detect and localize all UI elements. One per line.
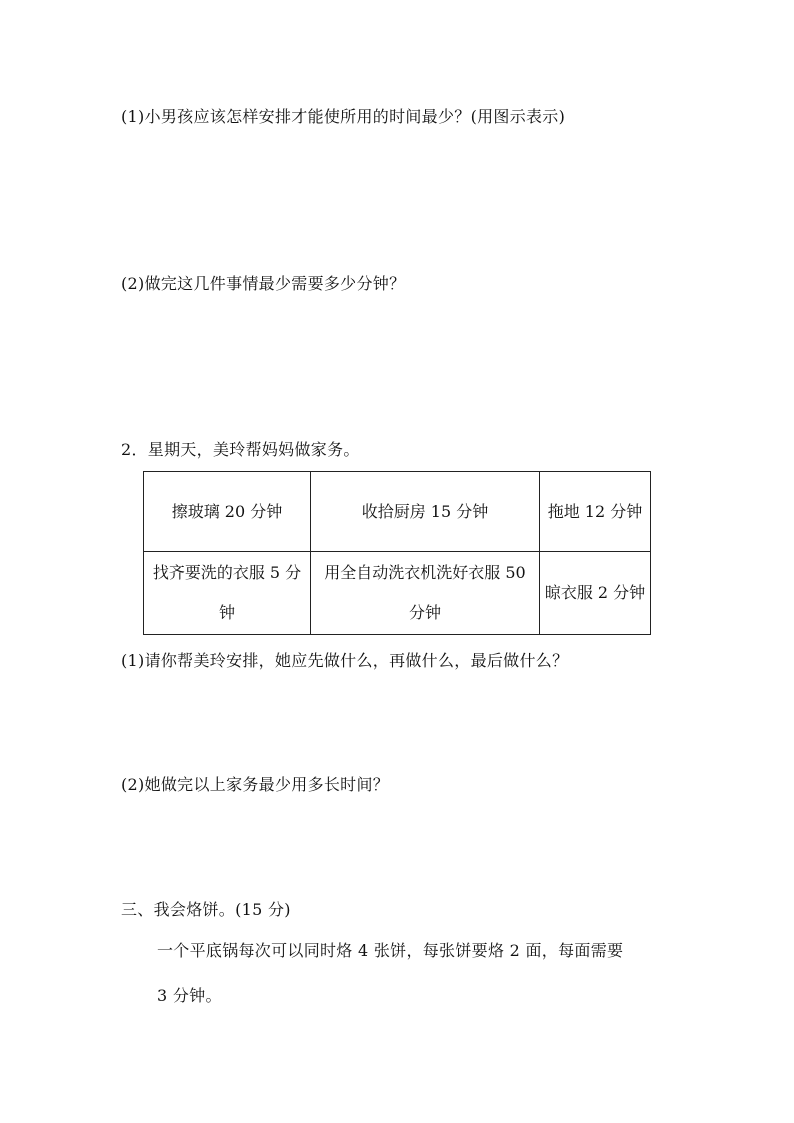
section-3-body-line-2: 3 分钟。 (157, 986, 222, 1005)
table-row (144, 552, 651, 635)
chores-table (143, 471, 651, 635)
question-2-1: (1)请你帮美玲安排，她应先做什么，再做什么，最后做什么？ (121, 651, 569, 670)
table-cell: 找齐要洗的衣服 5 分钟 (144, 552, 311, 635)
table-cell: 晾衣服 2 分钟 (540, 552, 651, 635)
table-row (144, 472, 651, 552)
table-cell: 收拾厨房 15 分钟 (311, 472, 540, 552)
section-3-heading: 三、我会烙饼。(15 分) (121, 900, 291, 919)
question-2-2: (2)她做完以上家务最少用多长时间？ (121, 775, 390, 794)
table-cell: 用全自动洗衣机洗好衣服 50 分钟 (311, 552, 540, 635)
question-1-1: (1)小男孩应该怎样安排才能使所用的时间最少？(用图示表示) (121, 107, 566, 126)
problem-2-intro: 2．星期天，美玲帮妈妈做家务。 (121, 440, 360, 459)
question-1-2: (2)做完这几件事情最少需要多少分钟？ (121, 274, 406, 293)
table-cell: 擦玻璃 20 分钟 (144, 472, 311, 552)
table-cell: 拖地 12 分钟 (540, 472, 651, 552)
section-3-body-line-1: 一个平底锅每次可以同时烙 4 张饼，每张饼要烙 2 面，每面需要 (157, 941, 624, 960)
